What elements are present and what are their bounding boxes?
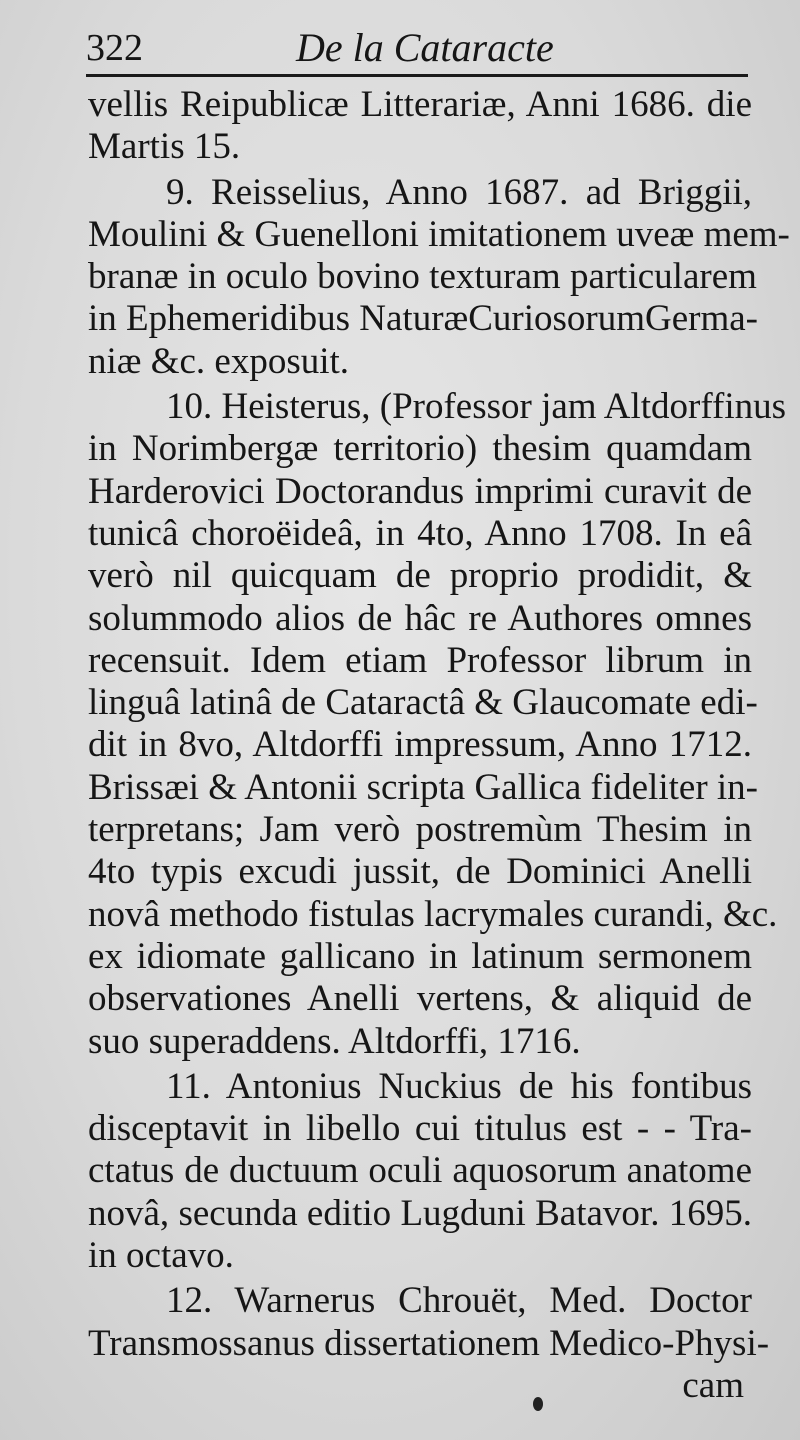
text-line: observationes Anelli vertens, & aliquid de xyxy=(88,978,752,1020)
text-line: disceptavit in libello cui titulus est - - Tra- xyxy=(88,1108,752,1150)
text-line: in Norimbergæ territorio) thesim quamdam xyxy=(88,428,752,470)
page-number: 322 xyxy=(86,27,143,69)
page-header xyxy=(86,18,748,74)
text-line: 12. Warnerus Chrouët, Med. Doctor xyxy=(166,1280,752,1322)
header-rule xyxy=(86,74,748,77)
text-line: tunicâ choroëideâ, in 4to, Anno 1708. In eâ xyxy=(88,512,752,554)
text-line: Martis 15. xyxy=(88,126,241,168)
printer-ornament xyxy=(533,1397,543,1411)
text-line: 10. Heisterus, (Professor jam Altdorffinus xyxy=(166,386,787,428)
text-line: 4to typis excudi jussit, de Dominici Anelli xyxy=(88,851,752,893)
text-line: recensuit. Idem etiam Professor librum in xyxy=(88,639,752,681)
body-text xyxy=(88,84,790,1407)
text-line: terpretans; Jam verò postremùm Thesim in xyxy=(88,809,752,851)
text-line: in Ephemeridibus NaturæCuriosorumGerma- xyxy=(88,298,758,340)
running-title: De la Cataracte xyxy=(296,25,554,70)
text-line: Brissæi & Antonii scripta Gallica fideliter in- xyxy=(88,766,758,808)
text-line: cam xyxy=(682,1364,744,1406)
text-line: ctatus de ductuum oculi aquosorum anatome xyxy=(88,1150,752,1192)
text-line: Moulini & Guenelloni imitationem uveæ mem- xyxy=(88,213,790,255)
text-line: Harderovici Doctorandus imprimi curavit de xyxy=(88,470,752,512)
text-line: dit in 8vo, Altdorffi impressum, Anno 1712. xyxy=(88,724,752,766)
text-line: novâ, secunda editio Lugduni Batavor. 1695. xyxy=(88,1192,752,1234)
text-line: verò nil quicquam de proprio prodidit, & xyxy=(88,555,752,597)
text-line: branæ in oculo bovino texturam particularem xyxy=(88,256,757,298)
text-line: solummodo alios de hâc re Authores omnes xyxy=(88,597,752,639)
text-line: ex idiomate gallicano in latinum sermonem xyxy=(88,935,752,977)
text-line: niæ &c. exposuit. xyxy=(88,340,350,382)
text-line: linguâ latinâ de Cataractâ & Glaucomate edi- xyxy=(88,682,758,724)
text-line: novâ methodo fistulas lacrymales curandi, &c. xyxy=(88,893,778,935)
text-line: 11. Antonius Nuckius de his fontibus xyxy=(166,1065,752,1107)
text-line: suo superaddens. Altdorffi, 1716. xyxy=(88,1020,581,1062)
text-line: Transmossanus dissertationem Medico-Physi- xyxy=(88,1322,770,1364)
text-line: 9. Reisselius, Anno 1687. ad Briggii, xyxy=(166,171,752,213)
text-line: vellis Reipublicæ Litterariæ, Anni 1686. die xyxy=(88,84,752,125)
text-line: in octavo. xyxy=(88,1235,234,1277)
